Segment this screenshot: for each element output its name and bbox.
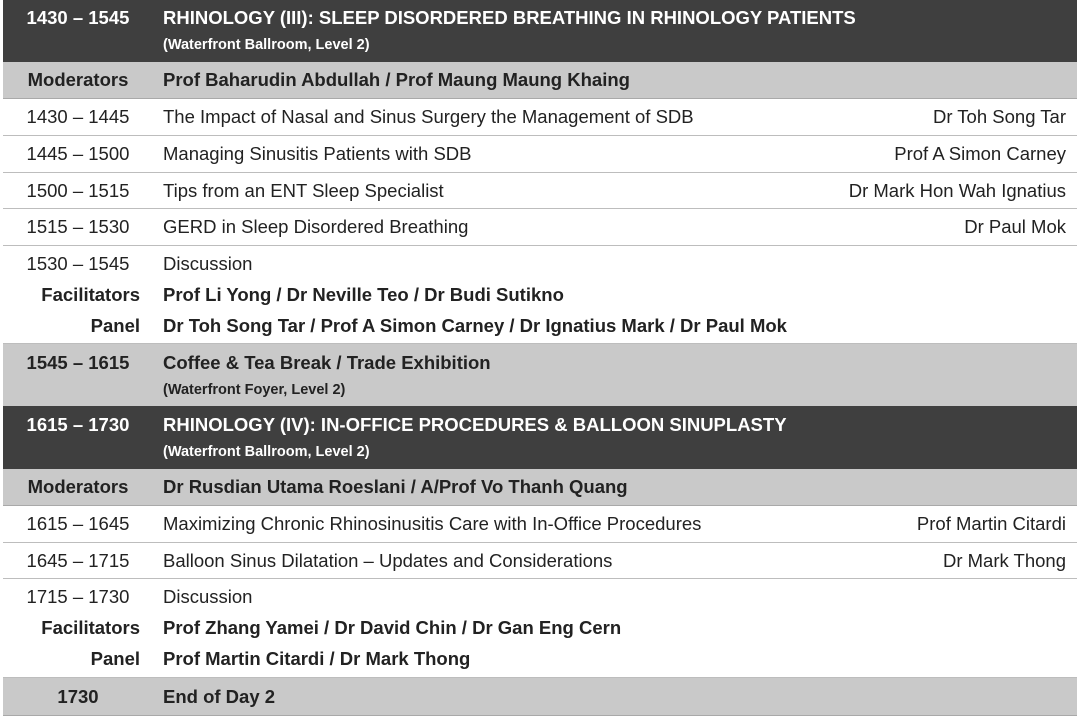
talk-title: Tips from an ENT Sleep Specialist: [163, 180, 444, 201]
end-of-day-row: [3, 678, 1077, 716]
discussion-time: 1715 – 1730: [26, 586, 130, 607]
talk-row: [3, 543, 1077, 579]
break-time: 1545 – 1615: [26, 352, 130, 373]
talk-time: 1445 – 1500: [26, 143, 130, 164]
talk-title: Balloon Sinus Dilatation – Updates and Considerations: [163, 550, 613, 571]
talk-time: 1615 – 1645: [26, 513, 130, 534]
session-title: RHINOLOGY (III): SLEEP DISORDERED BREATHING IN RHINOLOGY PATIENTS: [163, 7, 856, 28]
talk-title: GERD in Sleep Disordered Breathing: [163, 216, 469, 237]
session-header-rhinology-4: [3, 406, 1077, 469]
talk-title: The Impact of Nasal and Sinus Surgery the Management of SDB: [163, 106, 694, 127]
talk-title: Managing Sinusitis Patients with SDB: [163, 143, 472, 164]
talk-time: 1515 – 1530: [26, 216, 130, 237]
break-venue: (Waterfront Foyer, Level 2): [163, 382, 346, 398]
session-header-rhinology-3: [3, 0, 1077, 62]
talk-time: 1500 – 1515: [26, 180, 130, 201]
moderators-label: Moderators: [27, 69, 129, 90]
talk-row: [3, 173, 1077, 209]
break-title: Coffee & Tea Break / Trade Exhibition: [163, 352, 491, 373]
talk-time: 1430 – 1445: [26, 106, 130, 127]
facilitators-label: Facilitators: [41, 284, 140, 305]
talk-speaker: Prof A Simon Carney: [894, 143, 1066, 164]
discussion-time: 1530 – 1545: [26, 253, 130, 274]
end-time: 1730: [57, 686, 99, 707]
moderators-label: Moderators: [27, 476, 129, 497]
discussion-block: [3, 579, 1077, 678]
session-time: 1430 – 1545: [26, 7, 130, 28]
talk-title: Maximizing Chronic Rhinosinusitis Care with In-Office Procedures: [163, 513, 702, 534]
session-title: RHINOLOGY (IV): IN-OFFICE PROCEDURES & BALLOON SINUPLASTY: [163, 414, 787, 435]
moderators-row: [3, 469, 1077, 506]
talk-speaker: Prof Martin Citardi: [916, 513, 1066, 534]
discussion-label: Discussion: [163, 586, 253, 607]
panel-label: Panel: [90, 315, 140, 336]
talk-speaker: Dr Paul Mok: [964, 216, 1066, 237]
talk-time: 1645 – 1715: [26, 550, 130, 571]
session-time: 1615 – 1730: [26, 414, 130, 435]
moderators-row: [3, 62, 1077, 99]
facilitators-label: Facilitators: [41, 617, 140, 638]
panel-label: Panel: [90, 648, 140, 669]
panel-names: Prof Martin Citardi / Dr Mark Thong: [163, 648, 471, 669]
session-venue: (Waterfront Ballroom, Level 2): [163, 444, 370, 460]
talk-speaker: Dr Toh Song Tar: [932, 106, 1066, 127]
discussion-block: [3, 246, 1077, 344]
talk-row: [3, 506, 1077, 543]
facilitators-names: Prof Li Yong / Dr Neville Teo / Dr Budi Sutikno: [163, 284, 564, 305]
facilitators-names: Prof Zhang Yamei / Dr David Chin / Dr Gan Eng Cern: [163, 617, 622, 638]
session-venue: (Waterfront Ballroom, Level 2): [163, 37, 370, 53]
talk-speaker: Dr Mark Hon Wah Ignatius: [848, 180, 1066, 201]
talk-row: [3, 99, 1077, 136]
talk-speaker: Dr Mark Thong: [942, 550, 1066, 571]
end-title: End of Day 2: [163, 686, 276, 707]
break-row: [3, 344, 1077, 406]
talk-row: [3, 209, 1077, 246]
panel-names: Dr Toh Song Tar / Prof A Simon Carney / Dr Ignatius Mark / Dr Paul Mok: [163, 315, 787, 336]
moderators-names: Prof Baharudin Abdullah / Prof Maung Maung Khaing: [163, 69, 630, 90]
moderators-names: Dr Rusdian Utama Roeslani / A/Prof Vo Thanh Quang: [163, 476, 628, 497]
talk-row: [3, 136, 1077, 173]
discussion-label: Discussion: [163, 253, 253, 274]
